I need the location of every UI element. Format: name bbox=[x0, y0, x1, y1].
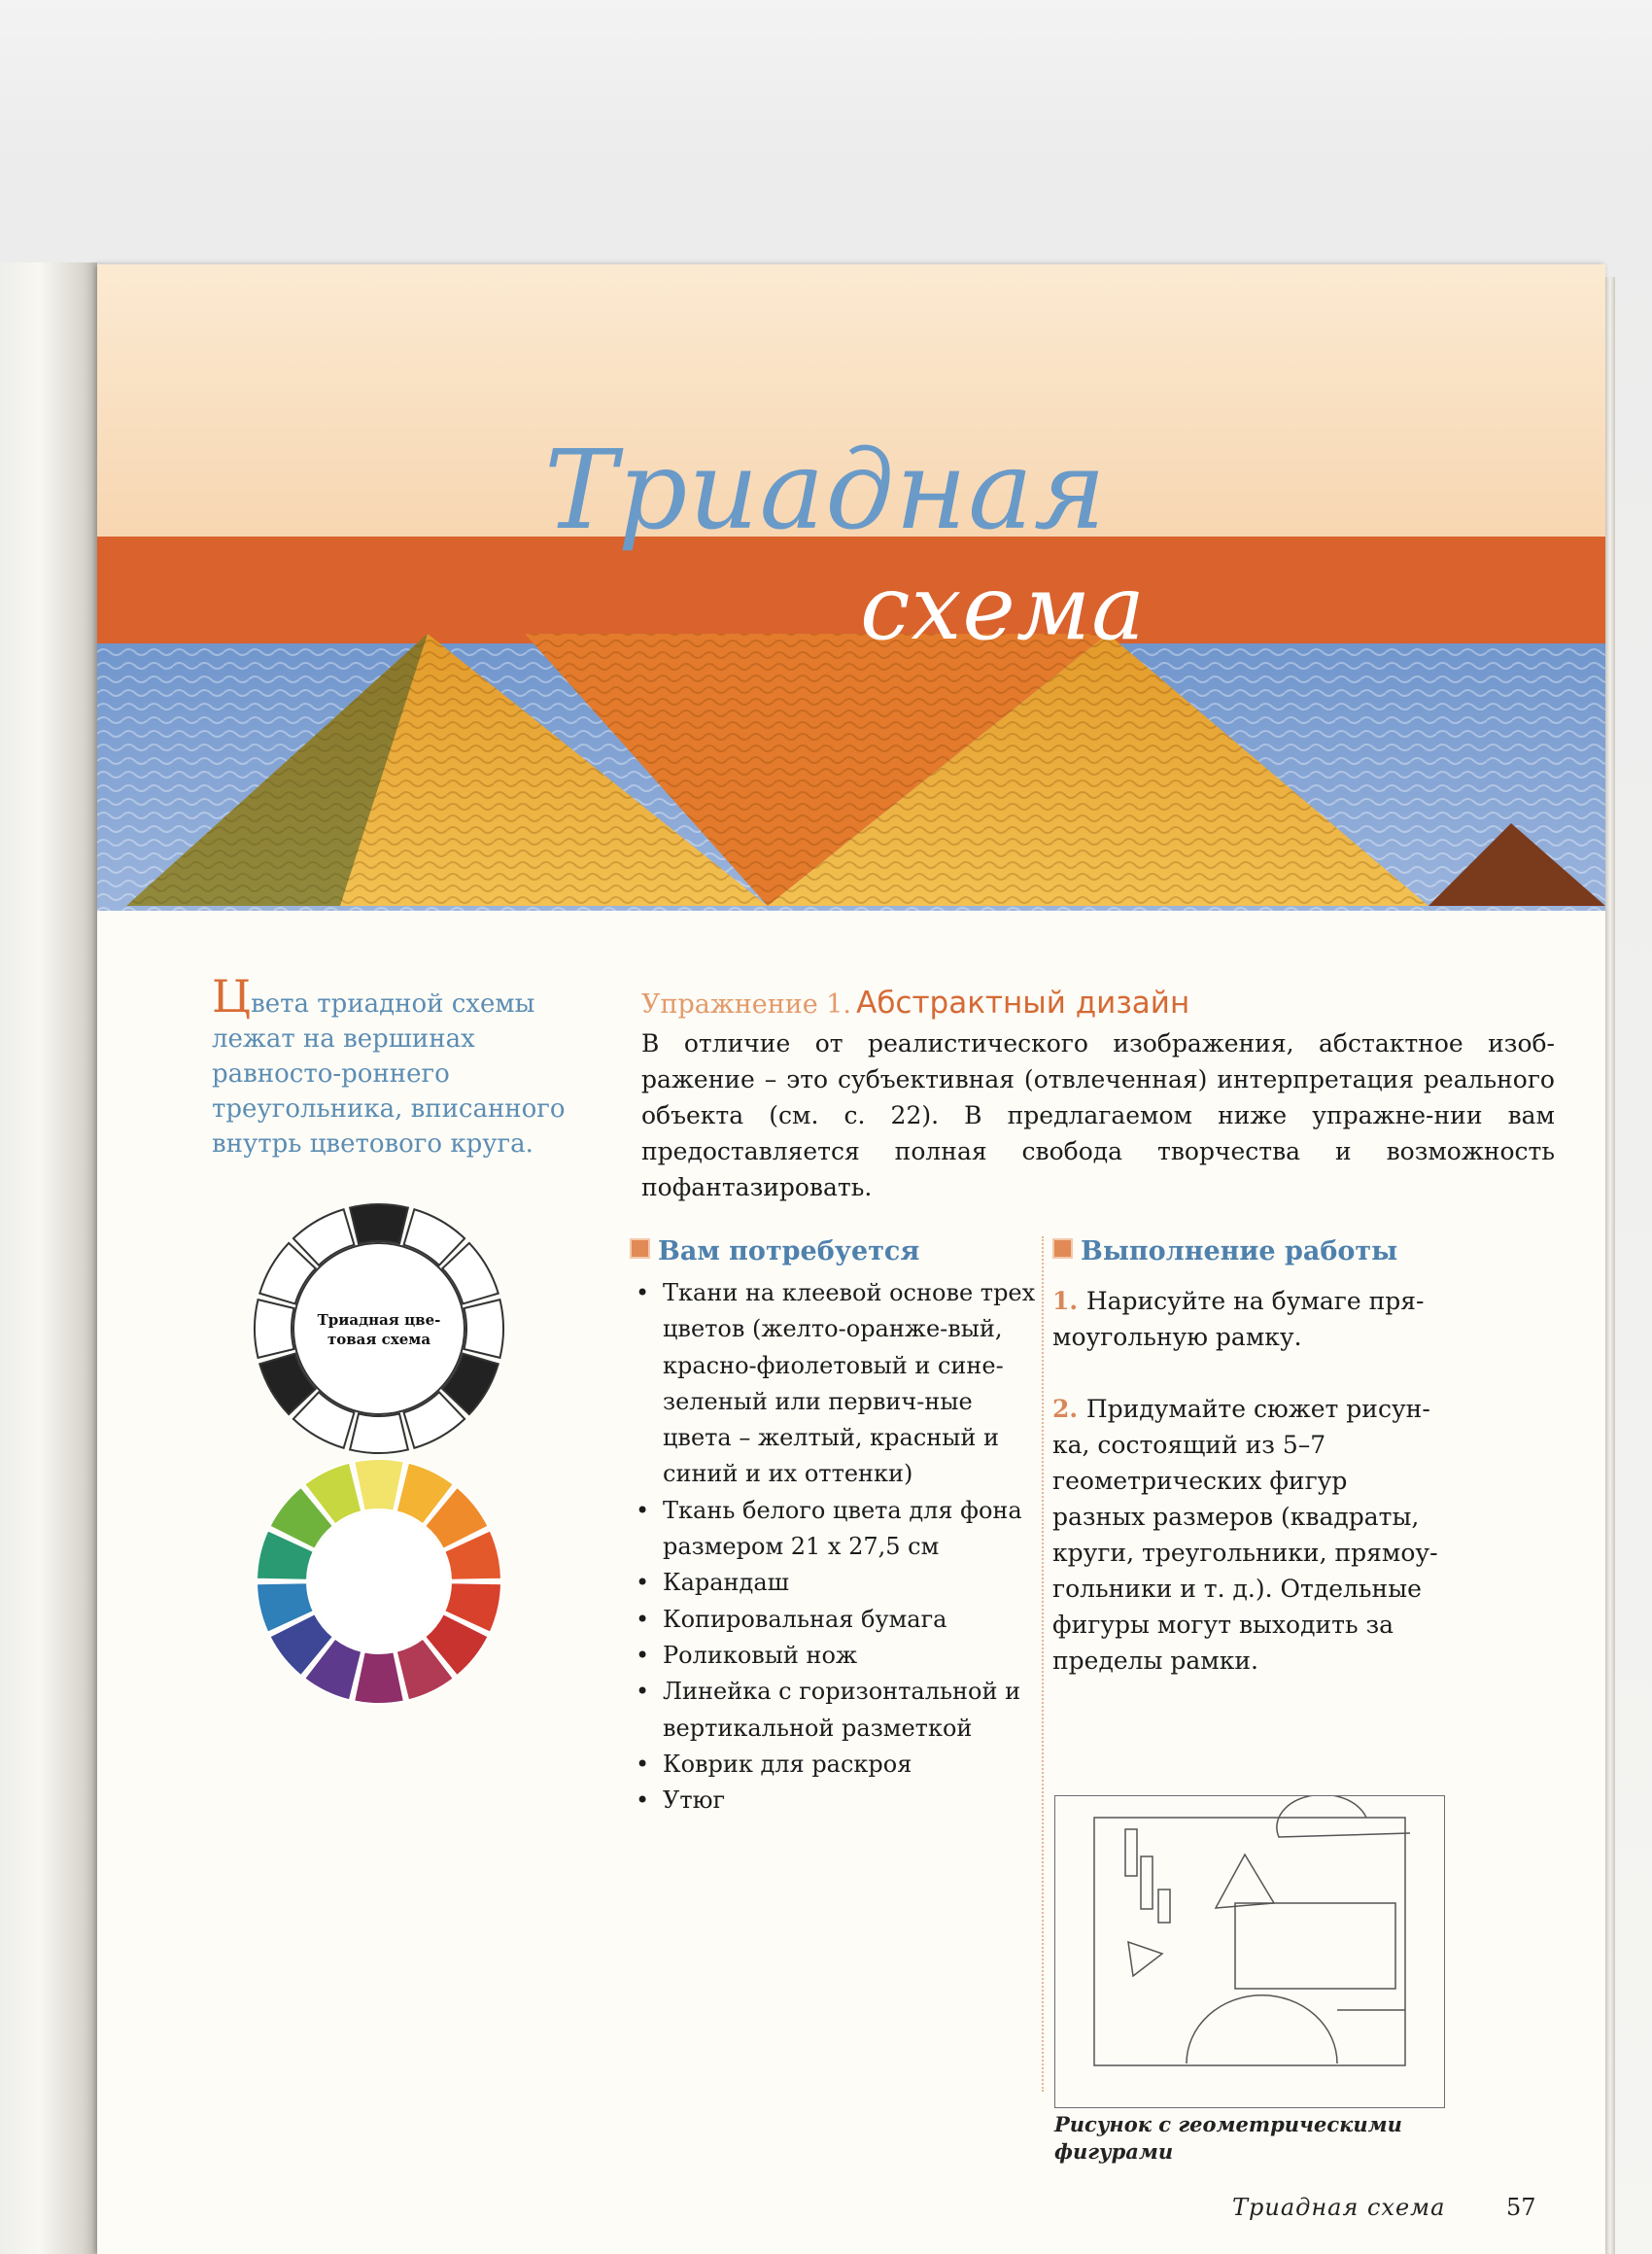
steps-heading-text: Выполнение работы bbox=[1081, 1236, 1398, 1266]
wheel-segment bbox=[465, 1300, 503, 1358]
color-wheel-segment bbox=[354, 1459, 404, 1511]
materials-item: • Коврик для раскроя bbox=[630, 1747, 1038, 1783]
materials-item: • Ткань белого цвета для фона размером 21 x 27,5 см bbox=[630, 1493, 1038, 1566]
materials-heading bbox=[630, 1236, 919, 1266]
materials-item: • Копировальная бумага bbox=[630, 1602, 1038, 1638]
column-divider bbox=[1042, 1236, 1044, 2092]
step-text: Придумайте сюжет рисун-ка, состоящий из 5–7 геометрических фигур разных размеров (квадраты, круги, треугольники, прямоу-гольники и т. д.). Отдельные фигуры могут выходить за пределы рамки. bbox=[1052, 1395, 1438, 1675]
step-item bbox=[1052, 1391, 1441, 1679]
wheel-label-line2: товая схема bbox=[327, 1331, 431, 1348]
steps-heading bbox=[1052, 1236, 1397, 1266]
header-artwork bbox=[97, 264, 1605, 911]
book-page bbox=[97, 264, 1605, 2254]
exercise-label: Упражнение 1. bbox=[641, 989, 852, 1020]
page-title-line1: Триадная bbox=[544, 428, 1107, 554]
materials-item: • Карандаш bbox=[630, 1565, 1038, 1601]
pyramids-quilt-image bbox=[97, 264, 1605, 911]
bullet-square-icon bbox=[1052, 1238, 1073, 1259]
step-number: 2. bbox=[1052, 1395, 1086, 1423]
page-title-line2: схема bbox=[860, 556, 1146, 660]
materials-item: • Линейка с горизонтальной и вертикальной разметкой bbox=[630, 1674, 1038, 1747]
materials-item: • Ткани на клеевой основе трех цветов (желто-оранже-вый, красно-фиолетовый и сине-зеленый или первич-ные цвета – желтый, красный и синий и их оттенки) bbox=[630, 1275, 1038, 1493]
triadic-scheme-wheel bbox=[243, 1202, 515, 1455]
page-number: 57 bbox=[1506, 2194, 1536, 2221]
materials-item: • Роликовый нож bbox=[630, 1638, 1038, 1674]
figure-caption: Рисунок с геометрическими фигурами bbox=[1054, 2112, 1402, 2164]
geometric-figure-drawing bbox=[1054, 1795, 1445, 2108]
step-item bbox=[1052, 1283, 1441, 1355]
sketch-image bbox=[1055, 1796, 1444, 2107]
color-wheel-segment bbox=[354, 1651, 404, 1704]
materials-list bbox=[630, 1275, 1038, 1819]
steps-list bbox=[1052, 1283, 1441, 1715]
exercise-description: В отличие от реалистического изображения, абстактное изоб-ражение – это субъективная (отвлеченная) интерпретация реального объекта (см. с. 22). В предлагаемом ниже упражне-нии вам предоставляется полная свобода творчества и возможность пофантазировать. bbox=[641, 1029, 1555, 1201]
step-number: 1. bbox=[1052, 1287, 1086, 1315]
color-wheel bbox=[243, 1455, 515, 1708]
book-binding bbox=[0, 262, 97, 2254]
wheel-segment bbox=[255, 1300, 293, 1358]
step-text: Нарисуйте на бумаге пря-моугольную рамку. bbox=[1052, 1287, 1425, 1351]
bullet-square-icon bbox=[630, 1238, 650, 1259]
footer-running-title: Триадная схема bbox=[1232, 2194, 1446, 2221]
intro-text bbox=[212, 970, 601, 1162]
intro-body: вета триадной схемы лежат на вершинах равносто-роннего треугольника, вписанного внутрь цветового круга. bbox=[212, 989, 566, 1159]
materials-item: • Утюг bbox=[630, 1783, 1038, 1819]
wheel-segment bbox=[350, 1414, 408, 1453]
drop-cap: Ц bbox=[212, 970, 252, 1023]
sketch-frame bbox=[1094, 1818, 1405, 2065]
exercise-heading bbox=[641, 986, 1189, 1021]
page-edge bbox=[1605, 277, 1615, 2254]
exercise-title: Абстрактный дизайн bbox=[856, 986, 1190, 1021]
wheel-segment bbox=[350, 1204, 408, 1243]
materials-heading-text: Вам потребуется bbox=[658, 1236, 920, 1266]
wheel-label-line1: Триадная цве- bbox=[317, 1311, 441, 1329]
